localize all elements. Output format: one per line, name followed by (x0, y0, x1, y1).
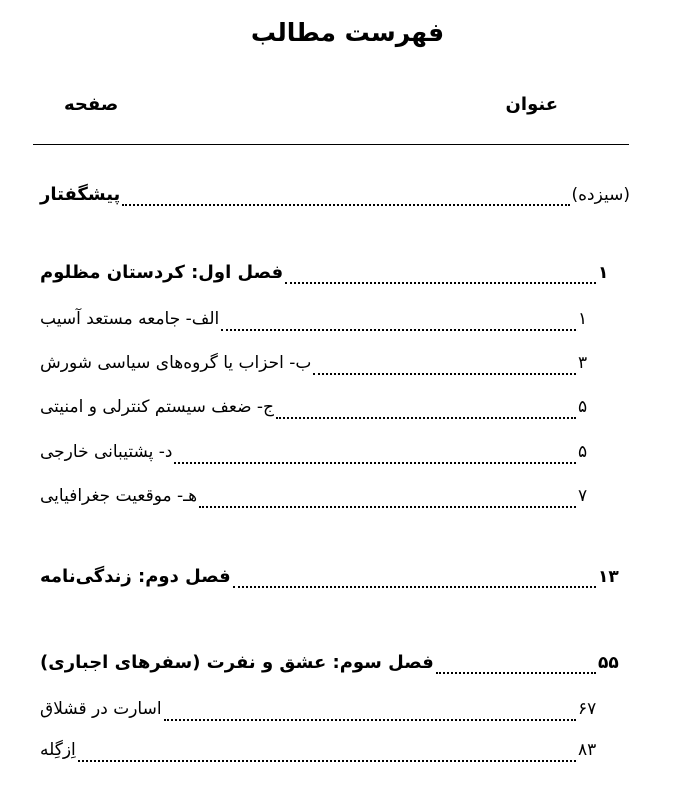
toc-entry-chapter-3[interactable] (40, 652, 630, 680)
dot-leader (199, 506, 576, 508)
dot-leader (221, 329, 576, 331)
toc-entry-page: (سیزده) (571, 185, 630, 205)
dot-leader (174, 462, 576, 464)
toc-entry-page: ۱۳ (598, 567, 619, 587)
toc-entry-chapter-1[interactable] (40, 262, 630, 290)
toc-entry-title: اسارت در قشلاق (40, 699, 162, 719)
toc-entry-title: ج- ضعف سیستم کنترلی و امنیتی (40, 397, 275, 417)
toc-entry-title: اِزگِله (40, 740, 76, 760)
page-column-header: صفحه (64, 94, 119, 115)
title-column-header: عنوان (505, 94, 558, 115)
dot-leader (164, 719, 576, 721)
dot-leader (78, 760, 576, 762)
toc-entry-page: ۵ (578, 397, 588, 417)
toc-entry-page: ۶۷ (578, 699, 597, 719)
toc-entry-page: ۵۵ (598, 653, 619, 673)
toc-entry-preface[interactable] (40, 184, 630, 212)
dot-leader (313, 373, 576, 375)
dot-leader (285, 282, 596, 284)
toc-entry-page: ۸۳ (578, 740, 597, 760)
toc-entry-section-a[interactable] (40, 309, 610, 337)
toc-entry-ezgeleh[interactable] (40, 740, 610, 768)
toc-entry-title: د- پشتیبانی خارجی (40, 442, 173, 462)
toc-entry-section-b[interactable] (40, 353, 610, 381)
toc-entry-section-e[interactable] (40, 486, 610, 514)
page-title: فهرست مطالب (250, 18, 445, 47)
toc-entry-title: فصل سوم: عشق و نفرت (سفرهای اجباری) (40, 652, 434, 673)
toc-entry-page: ۷ (578, 486, 588, 506)
toc-entry-title: ب- احزاب یا گروه‌های سیاسی شورش (40, 353, 312, 373)
toc-entry-page: ۳ (578, 353, 588, 373)
dot-leader (436, 672, 596, 674)
toc-entry-title: پیشگفتار (40, 184, 121, 205)
toc-entry-title: الف- جامعه مستعد آسیب (40, 309, 220, 329)
header-divider (33, 144, 629, 145)
toc-entry-chapter-2[interactable] (40, 566, 630, 594)
dot-leader (276, 417, 576, 419)
toc-entry-page: ۵ (578, 442, 588, 462)
toc-entry-section-c[interactable] (40, 397, 610, 425)
dot-leader (233, 586, 596, 588)
dot-leader (122, 204, 569, 206)
toc-entry-section-d[interactable] (40, 442, 610, 470)
toc-entry-captivity[interactable] (40, 699, 610, 727)
toc-entry-title: هـ- موقعیت جغرافیایی (40, 486, 198, 506)
toc-entry-page: ۱ (578, 309, 588, 329)
toc-entry-title: فصل اول: کردستان مظلوم (40, 262, 284, 283)
toc-entry-title: فصل دوم: زندگی‌نامه (40, 566, 231, 587)
toc-entry-page: ۱ (598, 263, 609, 283)
